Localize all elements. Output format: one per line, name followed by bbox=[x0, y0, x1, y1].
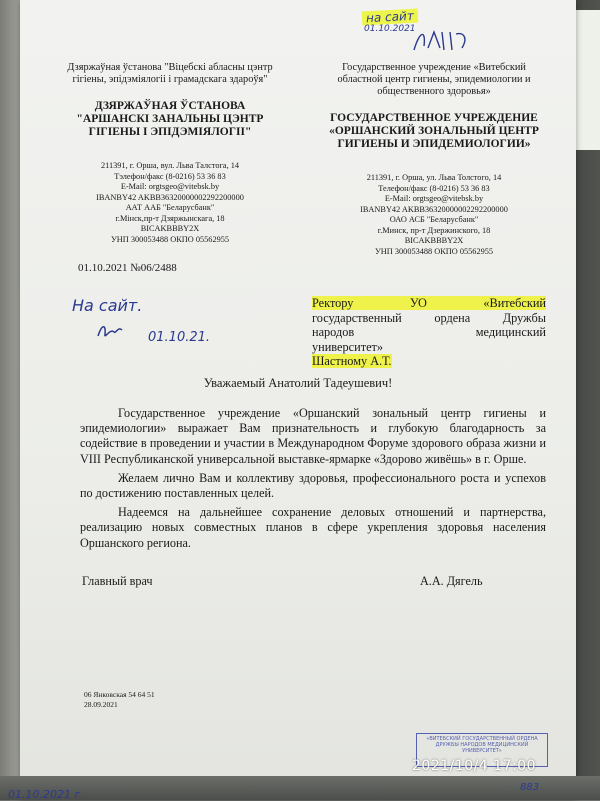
addressee-line: Шастному А.Т. bbox=[312, 354, 392, 368]
letterhead-belarusian bbox=[60, 62, 280, 245]
handwritten-top-note: на сайт bbox=[362, 9, 418, 26]
address-block-ru bbox=[320, 173, 548, 257]
address-line: УНП 300053488 ОКПО 05562955 bbox=[374, 246, 494, 256]
address-line: Тэлефон/факс (8-0216) 53 36 83 bbox=[114, 171, 226, 181]
letter-body bbox=[80, 406, 546, 555]
address-line: BICAKBBBY2X bbox=[140, 224, 200, 233]
address-line: г.Мінск,пр-т Дзяржынскага, 18 bbox=[115, 213, 225, 223]
address-line: Телефон/факс (8-0216) 53 36 83 bbox=[378, 183, 490, 193]
address-line: 211391, г. Орша, ул. Льва Толстого, 14 bbox=[366, 173, 502, 182]
organization-name-ru: ГОСУДАРСТВЕННОЕ УЧРЕЖДЕНИЕ «ОРШАНСКИЙ ЗОНАЛЬНЫЙ ЦЕНТР ГИГИЕНЫ И ЭПИДЕМИОЛОГИИ» bbox=[329, 112, 539, 150]
body-paragraph: Государственное учреждение «Оршанский зональный центр гигиены и эпидемиологии» выражает Вам признательность и глубокую благодарность за содействие в проведении и участии в Международном Форуме здорового образа жизни и VIII Республиканской универсальной выставке-ярмарке «Здорово живёшь» в г. Орше. bbox=[80, 406, 546, 466]
handwritten-signature-icon bbox=[96, 322, 124, 346]
footer-line: 28.09.2021 bbox=[84, 700, 118, 709]
parent-institution-be: Дзяржаўная ўстанова "Віцебскі абласны цэнтр гігіены, эпідэміялогіі і грамадскага здароўя" bbox=[67, 62, 273, 85]
addressee-line: университет» bbox=[312, 339, 384, 354]
body-paragraph: Надеемся на дальнейшее сохранение деловых отношений и партнерства, реализацию новых совместных планов в сфере укрепления здоровья населения Оршанского региона. bbox=[80, 505, 546, 550]
body-paragraph: Желаем лично Вам и коллективу здоровья, профессионального роста и успехов по достижению поставленных целей. bbox=[80, 470, 546, 501]
greeting: Уважаемый Анатолий Тадеушевич! bbox=[203, 376, 393, 390]
background-bottom bbox=[0, 776, 600, 800]
handwritten-top-signature-icon bbox=[412, 28, 472, 58]
addressee-line: государственный ордена Дружбы bbox=[312, 310, 546, 325]
handwritten-top-date: 01.10.2021 bbox=[364, 24, 416, 34]
addressee-line: народов медицинский bbox=[312, 325, 546, 339]
address-line: E-Mail: orgtsgeo@vitebsk.by bbox=[384, 194, 484, 203]
address-line: IBANBY42 AKBB36320000002292200000 bbox=[360, 204, 508, 214]
address-line: 211391, г. Орша, вул. Льва Талстога, 14 bbox=[100, 161, 240, 170]
address-line: УНП 300053488 ОКПО 05562955 bbox=[110, 234, 230, 244]
handwritten-site-note: На сайт. bbox=[72, 296, 143, 315]
university-stamp: «ВИТЕБСКИЙ ГОСУДАРСТВЕННЫЙ ОРДЕНА ДРУЖБЫ НАРОДОВ МЕДИЦИНСКИЙ УНИВЕРСИТЕТ» bbox=[416, 733, 548, 767]
handwritten-date: 01.10.21. bbox=[148, 330, 211, 345]
address-line: E-Mail: orgtsgeo@vitebsk.by bbox=[120, 182, 220, 191]
parent-institution-ru: Государственное учреждение «Витебский областной центр гигиены, эпидемиологии и общественного здоровья» bbox=[337, 62, 531, 97]
signer-name: А.А. Дягель bbox=[420, 574, 483, 588]
organization-name-be: ДЗЯРЖАЎНАЯ ЎСТАНОВА "АРШАНСКІ ЗАНАЛЬНЫ ЦЭНТР ГІГІЕНЫ І ЭПІДЭМІЯЛОГІІ" bbox=[76, 100, 264, 138]
executor-footer bbox=[84, 690, 155, 710]
reference-number: 01.10.2021 №06/2488 bbox=[78, 262, 177, 274]
address-line: ААТ ААБ "Беларусбанк" bbox=[125, 203, 215, 212]
photo-timestamp: 2021/10/4 17:00 bbox=[412, 758, 537, 774]
address-block-be bbox=[60, 161, 280, 245]
addressee-line: Ректору УО «Витебский bbox=[312, 296, 546, 310]
footer-line: 06 Янковская 54 64 51 bbox=[84, 690, 155, 699]
addressee-block bbox=[312, 296, 546, 369]
handwritten-bottom-note: 01.10.2021 г bbox=[8, 788, 81, 801]
address-line: BICAKBBBY2X bbox=[404, 236, 464, 245]
signer-role: Главный врач bbox=[82, 574, 153, 588]
letterhead-russian bbox=[320, 62, 548, 257]
letter-sheet bbox=[20, 0, 576, 800]
handwritten-page-number: 883 bbox=[520, 782, 540, 793]
address-line: ОАО АСБ "Беларусбанк" bbox=[389, 215, 479, 224]
address-line: г.Минск, пр-т Дзержинского, 18 bbox=[377, 225, 491, 235]
address-line: IBANBY42 AKBB36320000002292200000 bbox=[96, 192, 244, 202]
